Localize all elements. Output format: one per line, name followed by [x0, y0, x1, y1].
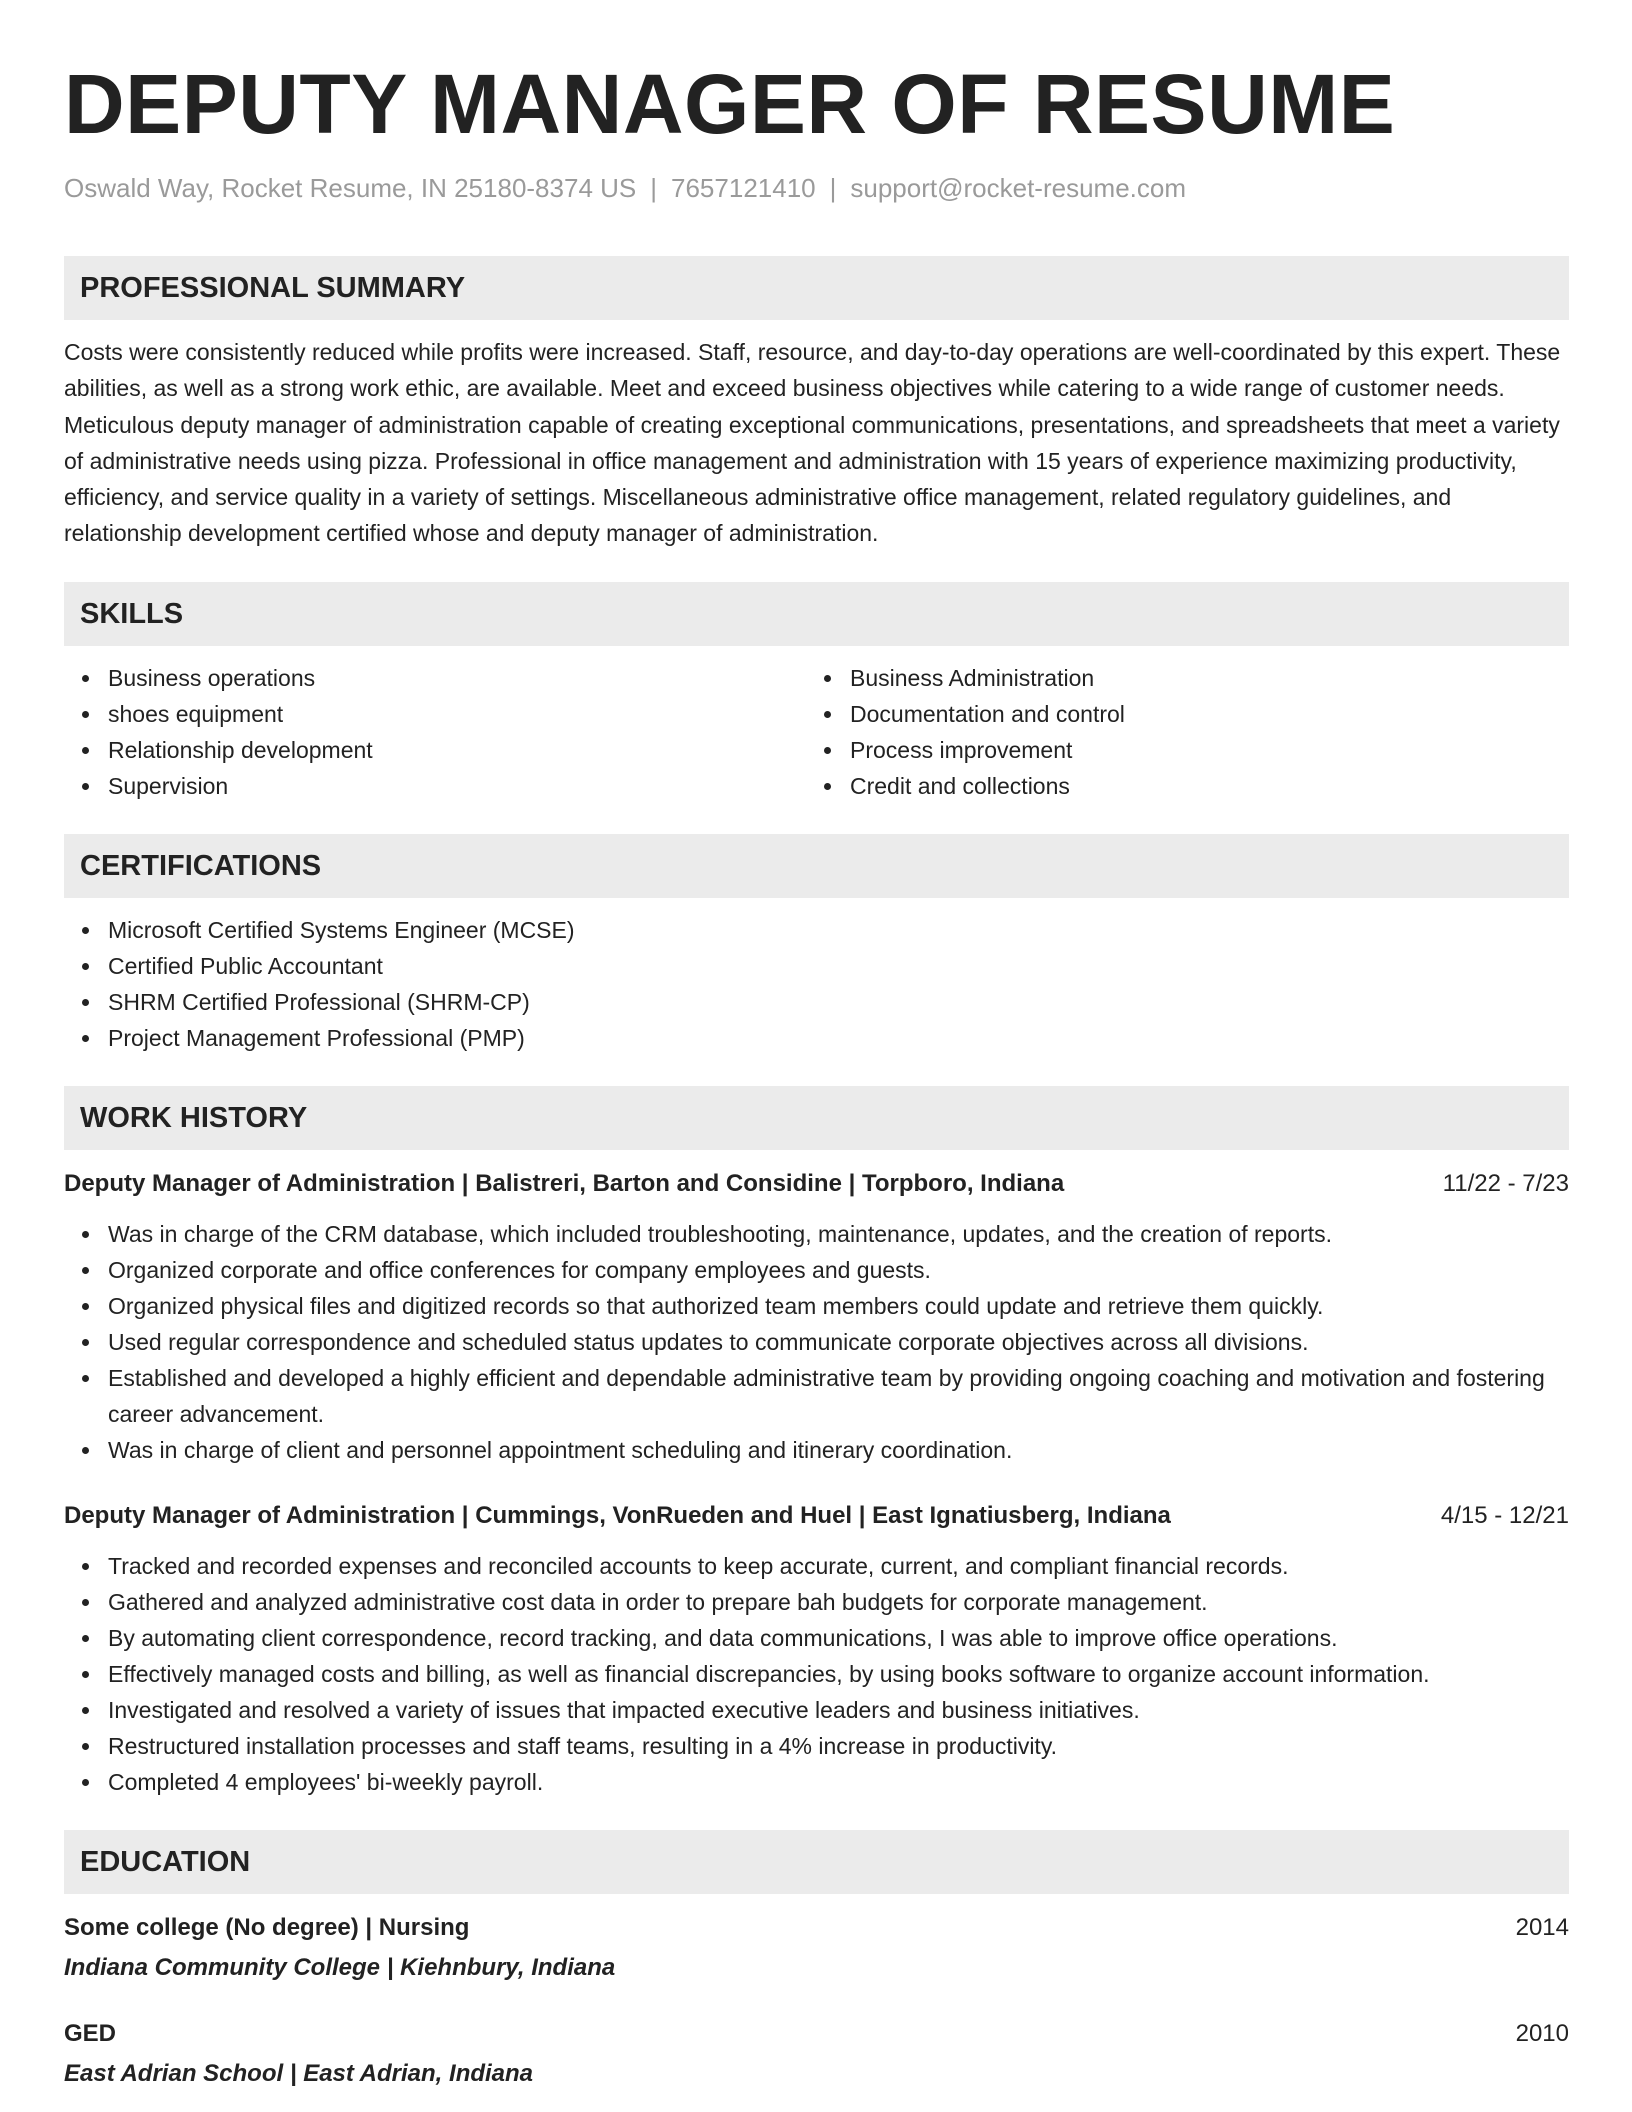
section-header-work-history: WORK HISTORY	[64, 1086, 1569, 1150]
job-bullet: Used regular correspondence and scheduled status updates to communicate corporate objectives across all divisions.	[108, 1324, 1569, 1360]
skill-item: Credit and collections	[850, 768, 1548, 804]
job-bullets	[64, 1216, 1569, 1468]
job-bullet: Tracked and recorded expenses and reconciled accounts to keep accurate, current, and compliant financial records.	[108, 1548, 1569, 1584]
job-entry	[64, 1166, 1569, 1468]
contact-separator: |	[829, 173, 837, 203]
job-bullet: Completed 4 employees' bi-weekly payroll.	[108, 1764, 1569, 1800]
certification-item: SHRM Certified Professional (SHRM-CP)	[108, 984, 1569, 1020]
education-degree: GED	[64, 2019, 117, 2047]
skills-list-right	[806, 660, 1548, 804]
job-bullet: Organized physical files and digitized records so that authorized team members could update and retrieve them quickly.	[108, 1288, 1569, 1324]
job-bullet: Was in charge of client and personnel appointment scheduling and itinerary coordination.	[108, 1432, 1569, 1468]
education-heading-row	[64, 1910, 1569, 1946]
job-bullet: Investigated and resolved a variety of issues that impacted executive leaders and business initiatives.	[108, 1692, 1569, 1728]
job-bullet: Effectively managed costs and billing, as well as financial discrepancies, by using books software to organize account information.	[108, 1656, 1569, 1692]
education-school: Indiana Community College | Kiehnbury, Indiana	[64, 1953, 616, 1981]
resume-page	[64, 58, 1569, 2092]
section-header-summary: PROFESSIONAL SUMMARY	[64, 256, 1569, 320]
section-header-skills: SKILLS	[64, 582, 1569, 646]
job-heading: Deputy Manager of Administration | Cummings, VonRueden and Huel | East Ignatiusberg, Indiana	[64, 1501, 1171, 1529]
skill-item: shoes equipment	[108, 696, 806, 732]
certifications-section	[64, 834, 1569, 1056]
skill-item: Supervision	[108, 768, 806, 804]
skill-item: Documentation and control	[850, 696, 1548, 732]
section-header-education: EDUCATION	[64, 1830, 1569, 1894]
education-school: East Adrian School | East Adrian, Indiana	[64, 2059, 534, 2087]
job-bullet: Restructured installation processes and staff teams, resulting in a 4% increase in productivity.	[108, 1728, 1569, 1764]
certification-item: Project Management Professional (PMP)	[108, 1020, 1569, 1056]
job-heading-row	[64, 1498, 1569, 1534]
skills-grid	[64, 660, 1569, 804]
summary-text: Costs were consistently reduced while profits were increased. Staff, resource, and day-to-day operations are well-coordinated by this expert. These abilities, as well as a strong work ethic, are available. Meet and exceed business objectives while catering to a wide range of customer needs. Meticulous deputy manager of administration capable of creating exceptional communications, presentations, and spreadsheets that meet a variety of administrative needs using pizza. Professional in office management and administration with 15 years of experience maximizing productivity, efficiency, and service quality in a variety of settings. Miscellaneous administrative office management, related regulatory guidelines, and relationship development certified whose and deputy manager of administration.	[64, 339, 1561, 547]
contact-phone: 7657121410	[671, 173, 816, 203]
work-history-section	[64, 1086, 1569, 1800]
education-entry	[64, 1910, 1569, 1986]
job-bullet: Organized corporate and office conferences for company employees and guests.	[108, 1252, 1569, 1288]
job-bullet: Gathered and analyzed administrative cost data in order to prepare bah budgets for corporate management.	[108, 1584, 1569, 1620]
skill-item: Process improvement	[850, 732, 1548, 768]
job-bullets	[64, 1548, 1569, 1800]
education-year: 2010	[1515, 2019, 1569, 2047]
education-entry	[64, 2016, 1569, 2092]
skills-list-left	[64, 660, 806, 804]
skill-item: Business operations	[108, 660, 806, 696]
job-bullet: Established and developed a highly efficient and dependable administrative team by providing ongoing coaching and motivation and fostering career advancement.	[108, 1360, 1569, 1432]
skills-section	[64, 582, 1569, 804]
certifications-list	[64, 912, 1569, 1056]
contact-separator: |	[650, 173, 658, 203]
section-header-certifications: CERTIFICATIONS	[64, 834, 1569, 898]
job-dates: 4/15 - 12/21	[1440, 1501, 1569, 1529]
job-entry	[64, 1498, 1569, 1800]
contact-email: support@rocket-resume.com	[850, 173, 1187, 203]
contact-line	[64, 172, 1569, 204]
job-heading-row	[64, 1166, 1569, 1202]
education-heading-row	[64, 2016, 1569, 2052]
job-heading: Deputy Manager of Administration | Balistreri, Barton and Considine | Torpboro, Indiana	[64, 1169, 1065, 1197]
education-section	[64, 1830, 1569, 2092]
job-bullet: By automating client correspondence, record tracking, and data communications, I was able to improve office operations.	[108, 1620, 1569, 1656]
certification-item: Certified Public Accountant	[108, 948, 1569, 984]
skill-item: Relationship development	[108, 732, 806, 768]
education-degree: Some college (No degree) | Nursing	[64, 1913, 470, 1941]
job-dates: 11/22 - 7/23	[1442, 1169, 1569, 1197]
contact-address: Oswald Way, Rocket Resume, IN 25180-8374 US	[64, 173, 637, 203]
job-bullet: Was in charge of the CRM database, which included troubleshooting, maintenance, updates, and the creation of reports.	[108, 1216, 1569, 1252]
education-year: 2014	[1515, 1913, 1569, 1941]
skill-item: Business Administration	[850, 660, 1548, 696]
certification-item: Microsoft Certified Systems Engineer (MCSE)	[108, 912, 1569, 948]
resume-title: DEPUTY MANAGER OF RESUME	[64, 57, 1396, 151]
